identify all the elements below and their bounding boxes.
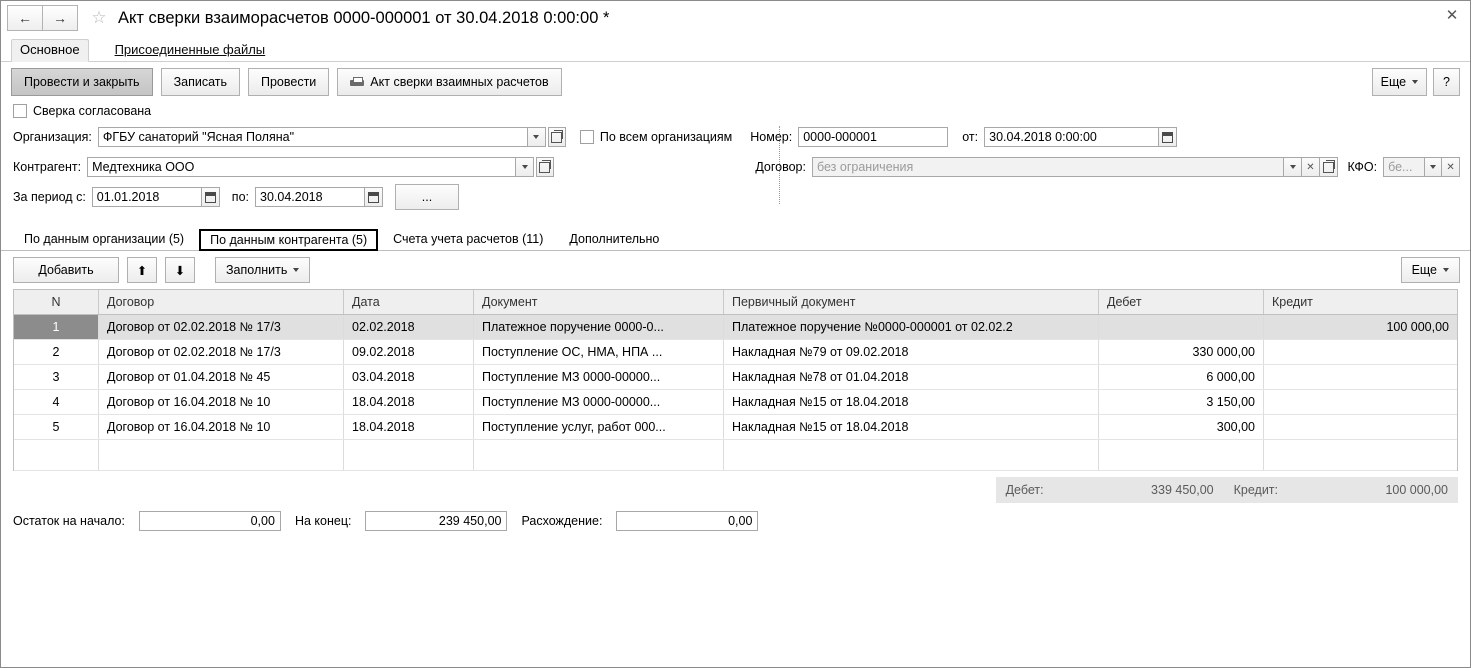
cell-credit [1264, 365, 1457, 389]
counterparty-input[interactable]: Медтехника ООО [87, 157, 516, 177]
command-bar-right [1372, 68, 1460, 96]
cell-credit [1264, 415, 1457, 439]
contract-input[interactable]: без ограничения [812, 157, 1284, 177]
balance-footer [1, 503, 1470, 537]
page-title: Акт сверки взаиморасчетов 0000-000001 от 30.04.2018 0:00:00 * [118, 8, 610, 27]
form-row-organization [13, 124, 1460, 150]
date-calendar-button[interactable] [1159, 127, 1177, 147]
column-header-date: Дата [344, 290, 474, 314]
cell-document: Поступление МЗ 0000-00000... [474, 365, 724, 389]
post-and-close-button[interactable]: Провести и закрыть [11, 68, 153, 96]
cell-credit: 100 000,00 [1264, 315, 1457, 339]
cell-primary: Накладная №78 от 01.04.2018 [724, 365, 1099, 389]
tab-additional[interactable]: Дополнительно [569, 232, 660, 246]
command-bar [1, 62, 1470, 102]
cell-contract: Договор от 02.02.2018 № 17/3 [99, 340, 344, 364]
cell-n: 2 [14, 340, 99, 364]
print-report-label: Акт сверки взаимных расчетов [370, 75, 549, 89]
cell-primary: Накладная №15 от 18.04.2018 [724, 415, 1099, 439]
table-header-row [14, 290, 1457, 315]
chevron-down-icon [1412, 80, 1418, 84]
table-more-label: Еще [1411, 263, 1437, 277]
post-button[interactable]: Провести [248, 68, 329, 96]
cell-debit: 330 000,00 [1099, 340, 1264, 364]
cell-document: Поступление МЗ 0000-00000... [474, 390, 724, 414]
arrow-down-icon[interactable]: ⬇ [165, 257, 195, 283]
chevron-down-icon [1443, 268, 1449, 272]
table-row[interactable] [14, 365, 1457, 390]
form-row-counterparty [13, 154, 1460, 180]
settlement-table [13, 289, 1458, 471]
cell-date: 18.04.2018 [344, 415, 474, 439]
counterparty-dropdown-button[interactable] [516, 157, 534, 177]
kfo-label: КФО: [1347, 160, 1378, 174]
cell-n: 4 [14, 390, 99, 414]
table-row[interactable] [14, 315, 1457, 340]
number-input[interactable]: 0000-000001 [798, 127, 948, 147]
cell-date: 18.04.2018 [344, 390, 474, 414]
star-icon[interactable]: ☆ [91, 8, 107, 27]
counterparty-label: Контрагент: [13, 160, 82, 174]
table-toolbar-right [1401, 257, 1460, 283]
chevron-down-icon [293, 268, 299, 272]
start-balance-label: Остаток на начало: [13, 514, 125, 528]
page-tab-strip [1, 35, 1470, 62]
contract-dropdown-button[interactable] [1284, 157, 1302, 177]
period-from-input[interactable]: 01.01.2018 [92, 187, 202, 207]
cell-primary: Платежное поручение №0000-000001 от 02.02.2 [724, 315, 1099, 339]
date-input[interactable]: 30.04.2018 0:00:00 [984, 127, 1159, 147]
table-more-menu-button[interactable] [1401, 257, 1460, 283]
period-to-calendar-button[interactable] [365, 187, 383, 207]
print-report-button[interactable] [337, 68, 561, 96]
number-label: Номер: [750, 130, 793, 144]
cell-n: 5 [14, 415, 99, 439]
agreed-checkbox-label: Сверка согласована [33, 104, 152, 118]
cell-contract: Договор от 16.04.2018 № 10 [99, 415, 344, 439]
tab-by-organization[interactable]: По данным организации (5) [24, 232, 185, 246]
start-balance-input[interactable]: 0,00 [139, 511, 281, 531]
cell-n: 3 [14, 365, 99, 389]
contract-label: Договор: [755, 160, 806, 174]
all-orgs-label: По всем организациям [599, 130, 733, 144]
cell-debit: 3 150,00 [1099, 390, 1264, 414]
period-from-calendar-button[interactable] [202, 187, 220, 207]
column-header-debit: Дебет [1099, 290, 1264, 314]
totals-box [996, 477, 1458, 503]
period-select-button[interactable]: ... [395, 184, 459, 210]
table-row[interactable] [14, 415, 1457, 440]
tab-osnovnoe[interactable]: Основное [11, 39, 89, 62]
cell-date: 03.04.2018 [344, 365, 474, 389]
help-button[interactable]: ? [1433, 68, 1460, 96]
cell-document: Поступление услуг, работ 000... [474, 415, 724, 439]
form-row-period [13, 184, 1460, 210]
tab-attached-files[interactable]: Присоединенные файлы [114, 42, 266, 57]
arrow-right-icon[interactable]: → [42, 5, 78, 31]
close-icon[interactable]: ✕ [1445, 7, 1459, 24]
arrow-up-icon[interactable]: ⬆ [127, 257, 157, 283]
title-bar [1, 1, 1470, 35]
fill-label: Заполнить [226, 263, 288, 277]
write-button[interactable]: Записать [161, 68, 240, 96]
end-balance-label: На конец: [294, 514, 352, 528]
column-header-primary-document: Первичный документ [724, 290, 1099, 314]
date-label: от: [962, 130, 979, 144]
cell-credit [1264, 340, 1457, 364]
kfo-clear-button[interactable]: ✕ [1442, 157, 1460, 177]
column-header-document: Документ [474, 290, 724, 314]
period-to-label: по: [231, 190, 249, 204]
cell-debit: 6 000,00 [1099, 365, 1264, 389]
cell-contract: Договор от 16.04.2018 № 10 [99, 390, 344, 414]
difference-label: Расхождение: [521, 514, 603, 528]
cell-n: 1 [14, 315, 99, 339]
total-debit-label: Дебет: [1005, 483, 1044, 497]
total-credit-value: 100 000,00 [1385, 483, 1448, 497]
organization-open-button[interactable] [548, 127, 566, 147]
totals-bar [13, 477, 1458, 503]
cell-credit [1264, 390, 1457, 414]
total-credit-label: Кредит: [1233, 483, 1278, 497]
cell-debit [1099, 315, 1264, 339]
cell-primary: Накладная №15 от 18.04.2018 [724, 390, 1099, 414]
table-row[interactable] [14, 340, 1457, 365]
column-header-n: N [14, 290, 99, 314]
document-form [1, 122, 1470, 220]
column-header-contract: Договор [99, 290, 344, 314]
organization-label: Организация: [13, 130, 92, 144]
form-divider [779, 126, 780, 204]
table-row[interactable] [14, 390, 1457, 415]
checkbox-icon[interactable] [13, 104, 27, 118]
navigation-buttons [7, 5, 78, 31]
cell-date: 02.02.2018 [344, 315, 474, 339]
contract-open-button[interactable] [1320, 157, 1338, 177]
table-empty-row[interactable] [14, 440, 1457, 471]
kfo-dropdown-button[interactable] [1425, 157, 1443, 177]
cell-debit: 300,00 [1099, 415, 1264, 439]
printer-icon [350, 77, 364, 88]
more-menu-label: Еще [1380, 75, 1407, 89]
organization-input[interactable]: ФГБУ санаторий "Ясная Поляна" [98, 127, 528, 147]
all-orgs-checkbox[interactable] [580, 130, 594, 144]
cell-primary: Накладная №79 от 09.02.2018 [724, 340, 1099, 364]
contract-clear-button[interactable]: ✕ [1302, 157, 1320, 177]
tab-settlement-accounts[interactable]: Счета учета расчетов (11) [393, 232, 544, 246]
period-to-input[interactable]: 30.04.2018 [255, 187, 365, 207]
tab-by-counterparty[interactable]: По данным контрагента (5) [199, 229, 378, 251]
cell-date: 09.02.2018 [344, 340, 474, 364]
total-debit-value: 339 450,00 [1151, 483, 1214, 497]
difference-input[interactable]: 0,00 [616, 511, 758, 531]
cell-document: Платежное поручение 0000-0... [474, 315, 724, 339]
end-balance-input[interactable]: 239 450,00 [365, 511, 507, 531]
fill-button[interactable] [215, 257, 310, 283]
counterparty-open-button[interactable] [536, 157, 554, 177]
data-tab-strip [1, 220, 1470, 251]
add-row-button[interactable]: Добавить [13, 257, 119, 283]
kfo-input[interactable]: бе... [1383, 157, 1424, 177]
arrow-left-icon[interactable]: ← [7, 5, 42, 31]
cell-contract: Договор от 01.04.2018 № 45 [99, 365, 344, 389]
column-header-credit: Кредит [1272, 295, 1313, 309]
period-from-label: За период с: [13, 190, 86, 204]
cell-document: Поступление ОС, НМА, НПА ... [474, 340, 724, 364]
organization-dropdown-button[interactable] [528, 127, 546, 147]
table-toolbar [1, 251, 1470, 289]
agreed-checkbox-row[interactable] [1, 102, 1470, 122]
more-menu-button[interactable] [1372, 68, 1427, 96]
cell-contract: Договор от 02.02.2018 № 17/3 [99, 315, 344, 339]
